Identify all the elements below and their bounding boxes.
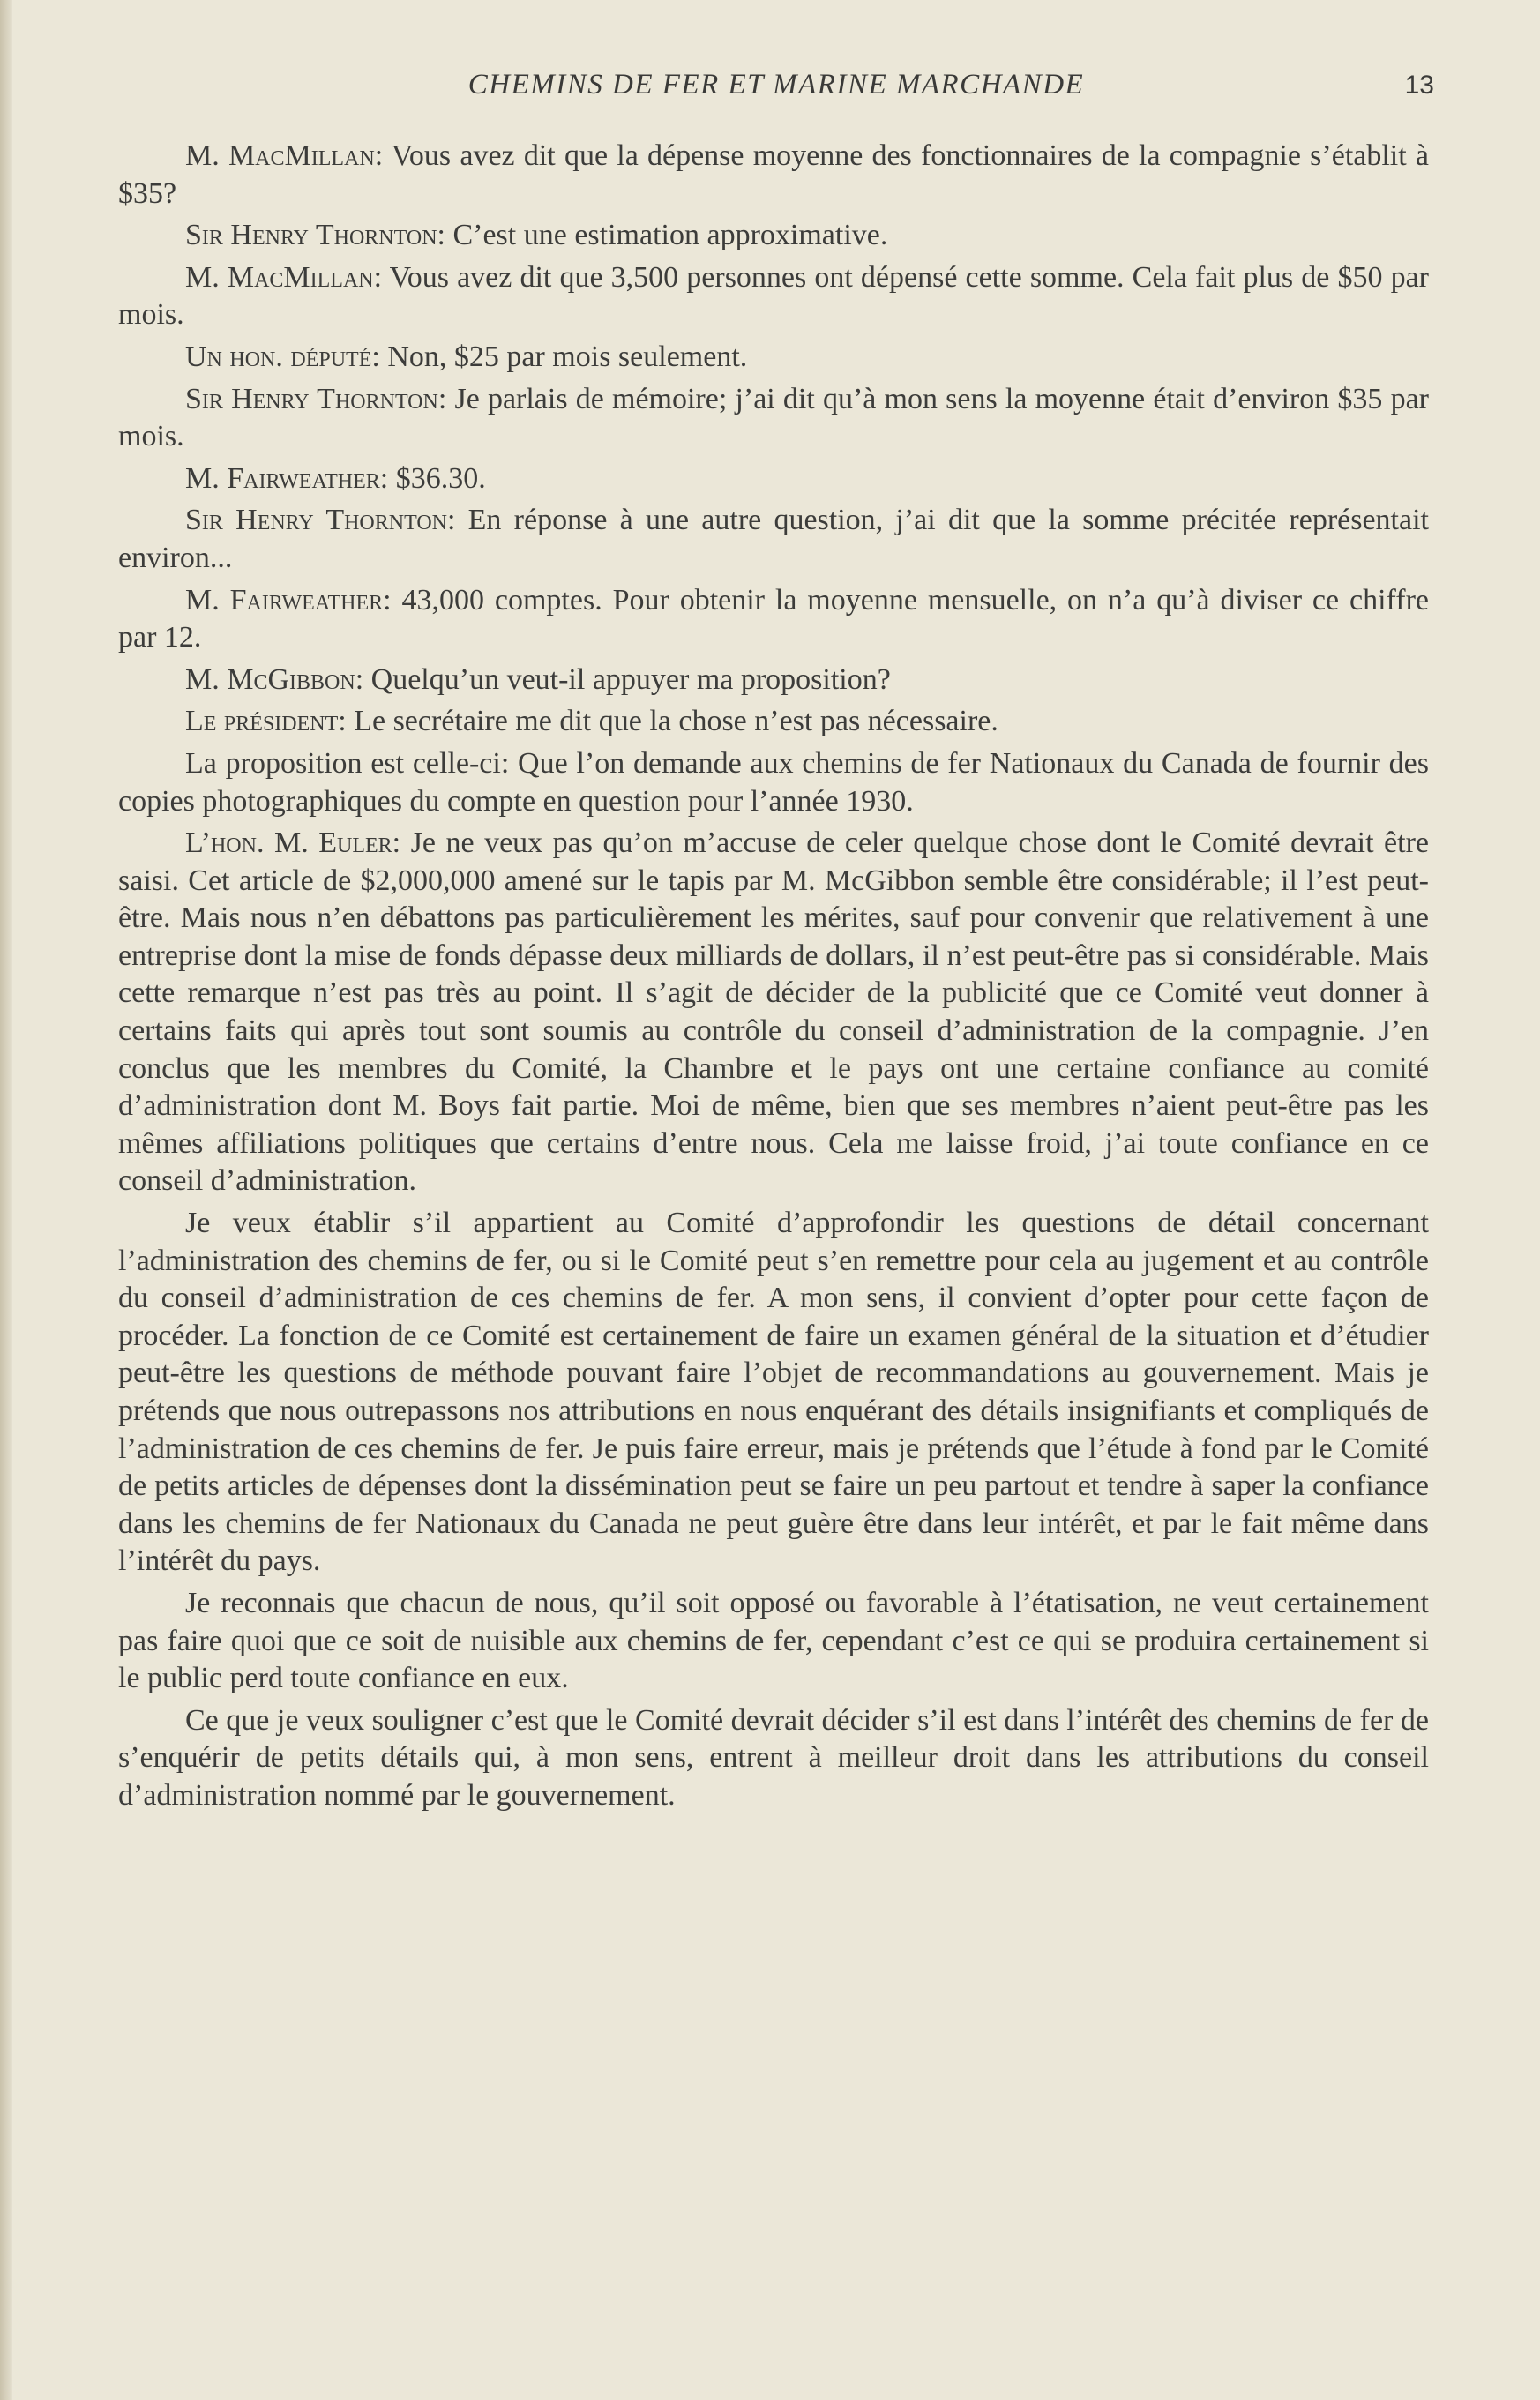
paragraph: [118, 745, 1429, 820]
speaker-name: M. Fairweather:: [185, 583, 392, 617]
paragraph-text: Je reconnais que chacun de nous, qu’il soit opposé ou favorable à l’étatisation, ne veut certainement pas faire quoi que ce soit de nuisible aux chemins de fer, cependant c’est ce qui se produira certainement si le public perd toute confiance en eux.: [118, 1586, 1429, 1695]
paragraph: [118, 339, 1429, 377]
paragraph-text: Je veux établir s’il appartient au Comité d’approfondir les questions de détail concernant l’administration des chemins de fer, ou si le Comité peut s’en remettre pour cela au jugement et au contrôle du conseil d’administration de ces chemins de fer. A mon sens, il convient d’opter pour cette façon de procéder. La fonction de ce Comité est certainement de faire un examen général de la situation et d’étudier peut-être les questions de méthode pouvant faire l’objet de recommandations au gouvernement. Mais je prétends que nous outrepassons nos attributions en nous enquérant des détails insignifiants et compliqués de l’administration de ces chemins de fer. Je puis faire erreur, mais je prétends que l’étude à fond par le Comité de petits articles de dépenses dont la dissémination peut se faire un peu partout et tendre à saper la confiance dans les chemins de fer Nationaux du Canada ne peut guère être dans leur intérêt, et par le fait même dans l’intérêt du pays.: [118, 1207, 1429, 1578]
body-text: [118, 138, 1429, 1820]
speaker-name: Sir Henry Thornton:: [185, 219, 445, 252]
paragraph: [118, 662, 1429, 699]
page-number: 13: [1404, 71, 1434, 100]
paragraph-text: Vous avez dit que la dépense moyenne des fonctionnaires de la compagnie s’établit à $35?: [118, 139, 1429, 210]
speaker-name: M. McGibbon:: [185, 662, 364, 696]
paragraph: [118, 1702, 1429, 1815]
speaker-name: Un hon. député:: [185, 340, 380, 373]
running-title: CHEMINS DE FER ET MARINE MARCHANDE: [467, 69, 1085, 101]
paragraph: [118, 138, 1429, 213]
speaker-name: Sir Henry Thornton:: [185, 504, 456, 537]
paragraph-text: Je ne veux pas qu’on m’accuse de celer quelque chose dont le Comité devrait être saisi. Cet article de $2,000,000 amené sur le tapis par M. McGibbon semble être considérable; il l’est peut-être. Mais nous n’en débattons pas particulièrement les mérites, sauf pour convenir que relativement à une entreprise dont la mise de fonds dépasse deux milliards de dollars, il n’est peut-être pas si considérable. Mais cette remarque n’est pas très au point. Il s’agit de décider de la publicité que ce Comité veut donner à certains faits qui après tout sont soumis au contrôle du conseil d’administration de la compagnie. J’en conclus que les membres du Comité, la Chambre et le pays ont une certaine confiance au comité d’administration dont M. Boys fait partie. Moi de même, bien que ses membres n’aient peut-être pas les mêmes affiliations politiques que certains d’entre nous. Cela me laisse froid, j’ai toute confiance en ce conseil d’administration.: [118, 826, 1429, 1198]
speaker-name: Sir Henry Thornton:: [185, 382, 447, 415]
speaker-name: Le président:: [185, 705, 347, 738]
speaker-name: L’hon. M. Euler:: [185, 826, 401, 860]
paragraph: [118, 703, 1429, 741]
speaker-name: M. MacMillan:: [185, 139, 384, 172]
paragraph: [118, 381, 1429, 456]
paragraph-text: 43,000 comptes. Pour obtenir la moyenne mensuelle, on n’a qu’à diviser ce chiffre par 12.: [118, 583, 1429, 654]
paragraph: [118, 582, 1429, 657]
paragraph-text: Le secrétaire me dit que la chose n’est pas nécessaire.: [346, 705, 998, 738]
paragraph-text: Quelqu’un veut-il appuyer ma proposition?: [363, 662, 891, 696]
paragraph: [118, 1205, 1429, 1581]
speaker-name: M. MacMillan:: [185, 260, 383, 294]
page-edge: [0, 0, 12, 2400]
speaker-name: M. Fairweather:: [185, 461, 389, 495]
paragraph: [118, 259, 1429, 334]
paragraph-text: Non, $25 par mois seulement.: [379, 340, 748, 373]
paragraph-text: En réponse à une autre question, j’ai dit que la somme précitée représentait environ...: [118, 504, 1429, 574]
paragraph: [118, 502, 1429, 577]
paragraph: [118, 460, 1429, 498]
paragraph-text: Ce que je veux souligner c’est que le Comité devrait décider s’il est dans l’intérêt des chemins de fer de s’enquérir de petits détails qui, à mon sens, entrent à meilleur droit dans les attributions du conseil d’administration nommé par le gouvernement.: [118, 1703, 1429, 1812]
paragraph-text: $36.30.: [388, 461, 486, 495]
paragraph-text: C’est une estimation approximative.: [445, 219, 888, 252]
paragraph-text: Vous avez dit que 3,500 personnes ont dépensé cette somme. Cela fait plus de $50 par mois.: [118, 260, 1429, 332]
paragraph-text: La proposition est celle-ci: Que l’on demande aux chemins de fer Nationaux du Canada de fournir des copies photographiques du compte en question pour l’année 1930.: [118, 746, 1429, 818]
page-header: [118, 69, 1434, 115]
paragraph: [118, 1585, 1429, 1698]
paragraph: [118, 217, 1429, 255]
paragraph: [118, 825, 1429, 1200]
paragraph-text: Je parlais de mémoire; j’ai dit qu’à mon sens la moyenne était d’environ $35 par mois.: [118, 382, 1429, 453]
